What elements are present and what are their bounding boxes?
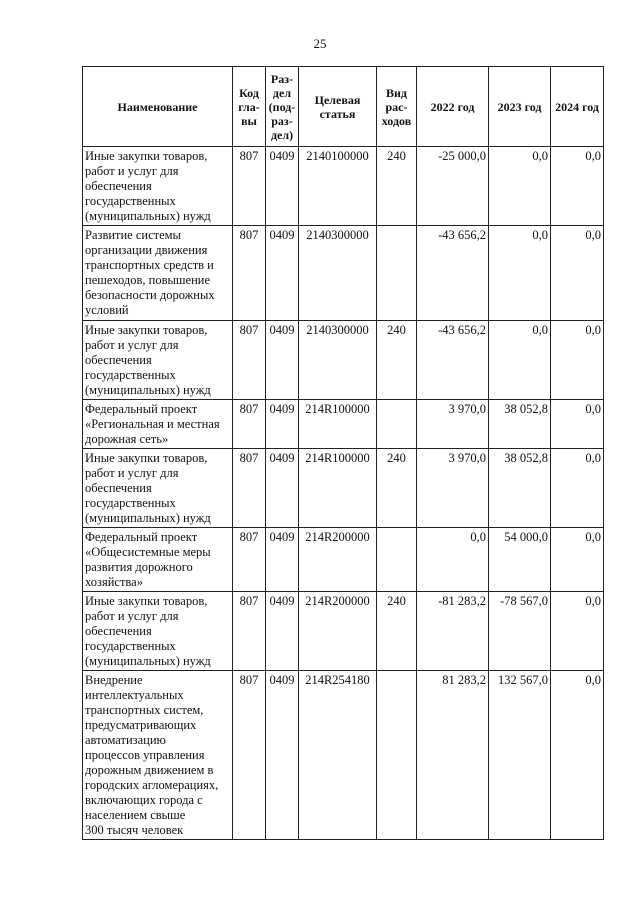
cell-section: 0409 <box>266 449 299 528</box>
cell-2024: 0,0 <box>551 321 604 400</box>
cell-section: 0409 <box>266 226 299 321</box>
cell-2024: 0,0 <box>551 147 604 226</box>
cell-expense <box>377 226 417 321</box>
cell-expense: 240 <box>377 147 417 226</box>
cell-section: 0409 <box>266 400 299 449</box>
table-row <box>83 321 604 400</box>
cell-2022: 0,0 <box>417 528 489 592</box>
cell-2024: 0,0 <box>551 592 604 671</box>
cell-2023: 132 567,0 <box>489 671 551 840</box>
cell-code: 807 <box>233 449 266 528</box>
header-2024: 2024 год <box>551 67 604 147</box>
cell-2024: 0,0 <box>551 528 604 592</box>
cell-section: 0409 <box>266 592 299 671</box>
cell-2022: 3 970,0 <box>417 449 489 528</box>
cell-code: 807 <box>233 147 266 226</box>
table-row <box>83 226 604 321</box>
header-code: Код гла- вы <box>233 67 266 147</box>
cell-expense <box>377 528 417 592</box>
cell-article: 214R100000 <box>299 449 377 528</box>
cell-section: 0409 <box>266 147 299 226</box>
cell-2023: 38 052,8 <box>489 400 551 449</box>
header-article: Целевая статья <box>299 67 377 147</box>
cell-name: Внедрение интеллектуальных транспортных систем, предусматривающих автоматизацию процессов управления дорожным движением в городских агломерациях, включающих города с населением свыше 300 тысяч человек <box>83 671 233 840</box>
cell-name: Развитие системы организации движения транспортных средств и пешеходов, повышение безопасности дорожных условий <box>83 226 233 321</box>
cell-name: Федеральный проект «Общесистемные меры развития дорожного хозяйства» <box>83 528 233 592</box>
cell-expense <box>377 671 417 840</box>
cell-name: Иные закупки товаров, работ и услуг для обеспечения государственных (муниципальных) нужд <box>83 321 233 400</box>
table-row <box>83 528 604 592</box>
cell-code: 807 <box>233 528 266 592</box>
header-2023: 2023 год <box>489 67 551 147</box>
cell-article: 2140300000 <box>299 321 377 400</box>
header-2022: 2022 год <box>417 67 489 147</box>
table-row <box>83 147 604 226</box>
cell-name: Федеральный проект «Региональная и местная дорожная сеть» <box>83 400 233 449</box>
cell-2023: -78 567,0 <box>489 592 551 671</box>
cell-code: 807 <box>233 400 266 449</box>
cell-section: 0409 <box>266 671 299 840</box>
budget-table <box>82 66 604 840</box>
cell-name: Иные закупки товаров, работ и услуг для обеспечения государственных (муниципальных) нужд <box>83 147 233 226</box>
cell-section: 0409 <box>266 528 299 592</box>
page-number: 25 <box>313 36 327 51</box>
cell-section: 0409 <box>266 321 299 400</box>
header-name: Наименование <box>83 67 233 147</box>
cell-2023: 38 052,8 <box>489 449 551 528</box>
cell-expense: 240 <box>377 449 417 528</box>
cell-article: 214R200000 <box>299 528 377 592</box>
cell-code: 807 <box>233 226 266 321</box>
cell-2022: 81 283,2 <box>417 671 489 840</box>
cell-expense <box>377 400 417 449</box>
cell-2024: 0,0 <box>551 671 604 840</box>
cell-2023: 0,0 <box>489 321 551 400</box>
table-row <box>83 400 604 449</box>
cell-2023: 54 000,0 <box>489 528 551 592</box>
cell-code: 807 <box>233 671 266 840</box>
cell-article: 214R254180 <box>299 671 377 840</box>
cell-code: 807 <box>233 321 266 400</box>
cell-article: 214R100000 <box>299 400 377 449</box>
cell-expense: 240 <box>377 321 417 400</box>
cell-article: 2140100000 <box>299 147 377 226</box>
table-row <box>83 592 604 671</box>
cell-name: Иные закупки товаров, работ и услуг для обеспечения государственных (муниципальных) нужд <box>83 449 233 528</box>
cell-2022: -43 656,2 <box>417 321 489 400</box>
table-body <box>83 147 604 840</box>
cell-2023: 0,0 <box>489 147 551 226</box>
cell-2024: 0,0 <box>551 226 604 321</box>
cell-2022: -81 283,2 <box>417 592 489 671</box>
cell-article: 2140300000 <box>299 226 377 321</box>
table-row <box>83 671 604 840</box>
cell-expense: 240 <box>377 592 417 671</box>
cell-article: 214R200000 <box>299 592 377 671</box>
table-row <box>83 449 604 528</box>
cell-2024: 0,0 <box>551 400 604 449</box>
cell-name: Иные закупки товаров, работ и услуг для обеспечения государственных (муниципальных) нужд <box>83 592 233 671</box>
cell-2022: -25 000,0 <box>417 147 489 226</box>
cell-code: 807 <box>233 592 266 671</box>
cell-2022: -43 656,2 <box>417 226 489 321</box>
header-expense: Вид рас- ходов <box>377 67 417 147</box>
cell-2023: 0,0 <box>489 226 551 321</box>
header-section: Раз- дел (под- раз- дел) <box>266 67 299 147</box>
header-row <box>83 67 604 147</box>
cell-2024: 0,0 <box>551 449 604 528</box>
cell-2022: 3 970,0 <box>417 400 489 449</box>
